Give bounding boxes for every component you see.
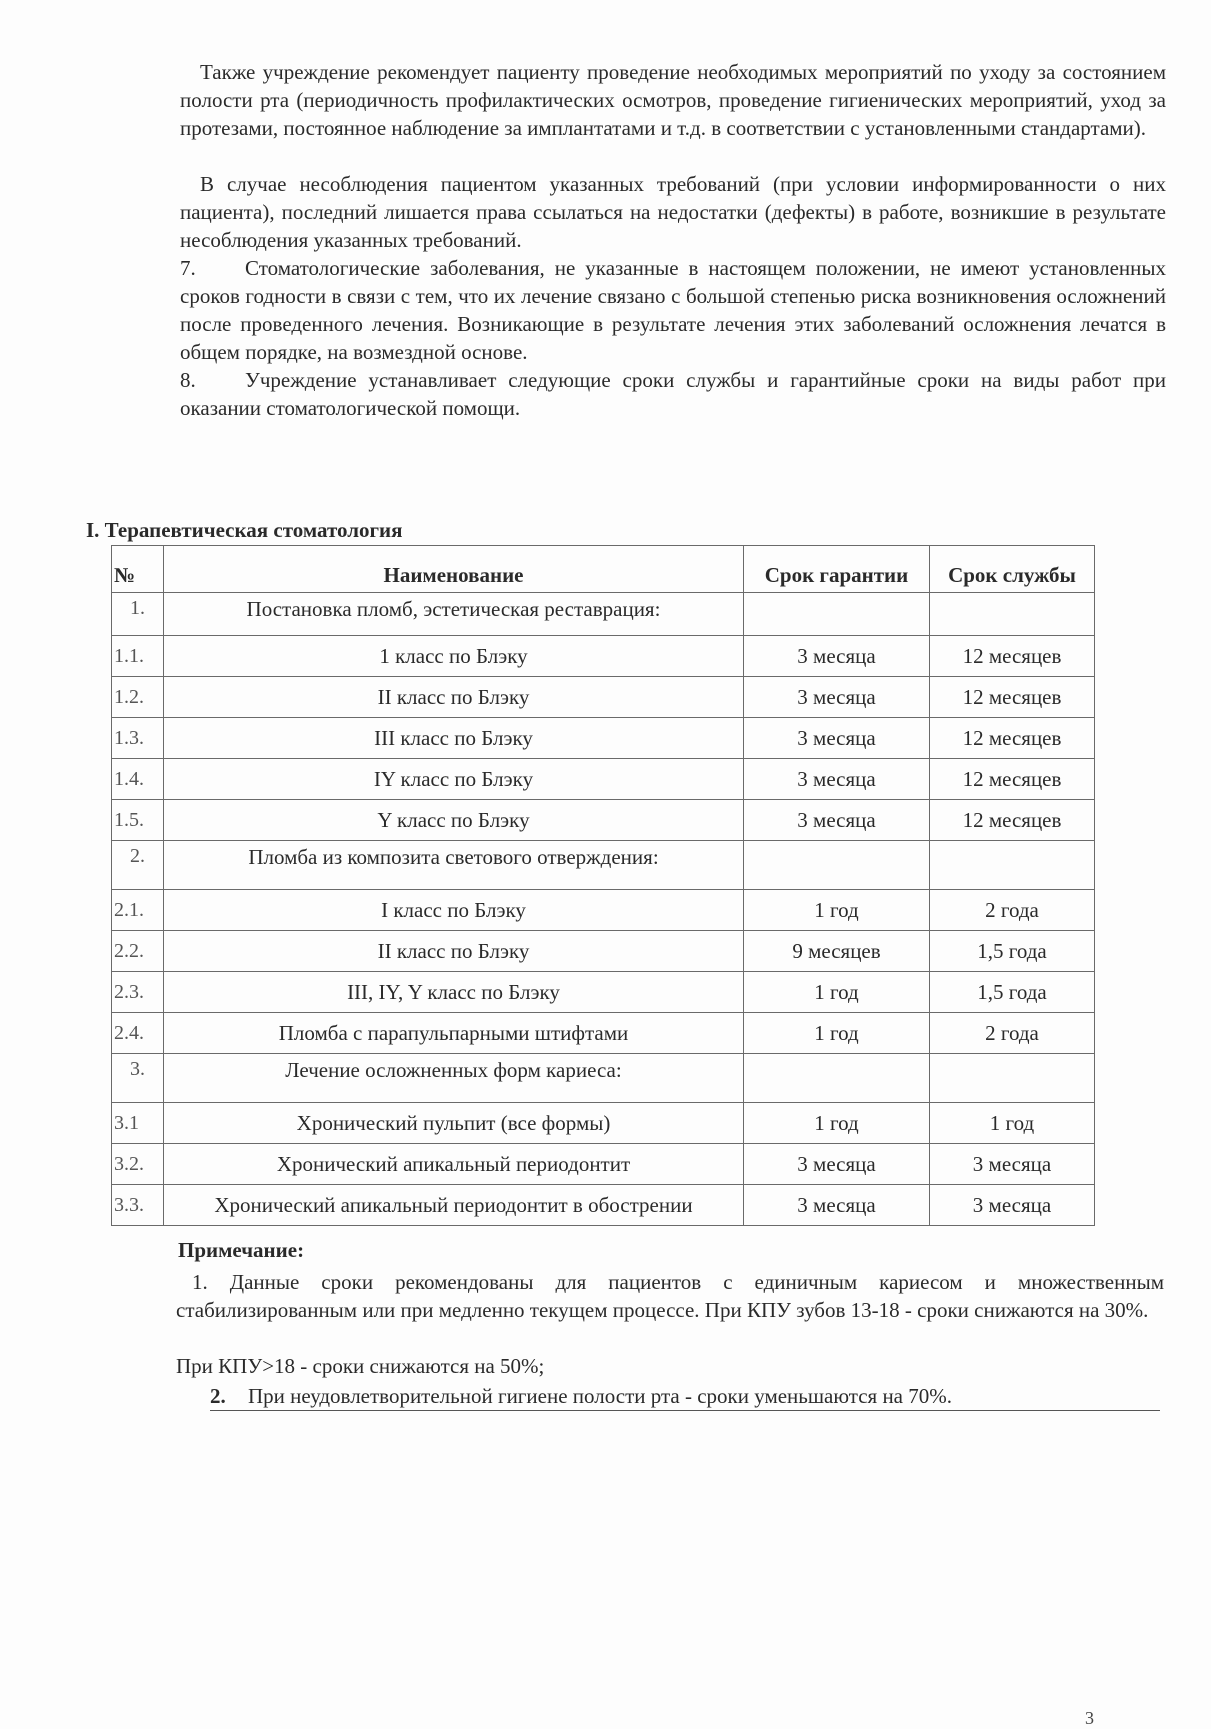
row-warranty: 3 месяца — [744, 1144, 930, 1185]
clause-7-number: 7. — [180, 256, 196, 280]
row-warranty: 3 месяца — [744, 718, 930, 759]
table-row — [112, 636, 1095, 677]
table-row — [112, 890, 1095, 931]
header-service: Срок службы — [930, 546, 1095, 593]
table-row-group — [112, 841, 1095, 890]
row-name: Хронический пульпит (все формы) — [164, 1103, 744, 1144]
row-no: 1.1. — [112, 636, 164, 677]
row-service: 2 года — [930, 890, 1095, 931]
row-service: 12 месяцев — [930, 800, 1095, 841]
row-service: 3 месяца — [930, 1144, 1095, 1185]
table-row — [112, 1185, 1095, 1226]
row-name: Лечение осложненных форм кариеса: — [164, 1054, 744, 1103]
intro-paragraph-2-text: В случае несоблюдения пациентом указанных требований (при условии информированности о них пациента), последний лишается права ссылаться на недостатки (дефекты) в работе, возникшие в результате несоблюдения указанных требований. — [180, 172, 1166, 252]
row-warranty: 3 месяца — [744, 636, 930, 677]
table-row — [112, 800, 1095, 841]
row-service: 12 месяцев — [930, 636, 1095, 677]
row-no: 2.3. — [112, 972, 164, 1013]
row-no: 1.4. — [112, 759, 164, 800]
row-warranty: 3 месяца — [744, 677, 930, 718]
row-service: 2 года — [930, 1013, 1095, 1054]
row-no: 1.2. — [112, 677, 164, 718]
row-warranty: 3 месяца — [744, 800, 930, 841]
table-row — [112, 1013, 1095, 1054]
note-item-2 — [210, 1382, 1160, 1411]
row-name: II класс по Блэку — [164, 931, 744, 972]
header-name: Наименование — [164, 546, 744, 593]
row-no: 1. — [112, 593, 164, 636]
row-name: III класс по Блэку — [164, 718, 744, 759]
row-no: 2.1. — [112, 890, 164, 931]
row-warranty — [744, 593, 930, 636]
row-warranty: 1 год — [744, 1103, 930, 1144]
row-no: 1.5. — [112, 800, 164, 841]
page-number: 3 — [1085, 1708, 1094, 1728]
row-warranty: 3 месяца — [744, 759, 930, 800]
table-row — [112, 1144, 1095, 1185]
section-title: I. Терапевтическая стоматология — [86, 518, 403, 542]
row-no: 3. — [112, 1054, 164, 1103]
note-item-2-text: При неудовлетворительной гигиене полости рта - сроки уменьшаются на 70%. — [248, 1384, 952, 1408]
table-row — [112, 677, 1095, 718]
clause-8-text: Учреждение устанавливает следующие сроки службы и гарантийные сроки на виды работ при оказании стоматологической помощи. — [180, 368, 1166, 420]
row-name: II класс по Блэку — [164, 677, 744, 718]
row-no: 3.3. — [112, 1185, 164, 1226]
row-name: Хронический апикальный периодонтит — [164, 1144, 744, 1185]
row-name: Пломба с парапульпарными штифтами — [164, 1013, 744, 1054]
intro-paragraph-2 — [180, 170, 1166, 254]
table-row — [112, 931, 1095, 972]
row-warranty: 1 год — [744, 1013, 930, 1054]
row-no: 3.1 — [112, 1103, 164, 1144]
clause-7 — [180, 254, 1166, 366]
row-name: Хронический апикальный периодонтит в обострении — [164, 1185, 744, 1226]
row-service: 1,5 года — [930, 931, 1095, 972]
row-no: 2. — [112, 841, 164, 890]
note-item-2-number: 2. — [210, 1384, 226, 1408]
intro-paragraph-1-text: Также учреждение рекомендует пациенту проведение необходимых мероприятий по уходу за состоянием полости рта (периодичность профилактических осмотров, проведение гигиенических мероприятий, уход за протезами, постоянное наблюдение за имплантатами и т.д. в соответствии с установленными стандартами). — [180, 60, 1166, 140]
row-service: 12 месяцев — [930, 759, 1095, 800]
row-no: 1.3. — [112, 718, 164, 759]
row-no: 3.2. — [112, 1144, 164, 1185]
table-row — [112, 759, 1095, 800]
row-warranty: 1 год — [744, 972, 930, 1013]
table-row-group — [112, 593, 1095, 636]
row-name: Y класс по Блэку — [164, 800, 744, 841]
row-name: IY класс по Блэку — [164, 759, 744, 800]
row-service: 12 месяцев — [930, 718, 1095, 759]
note-item-1 — [176, 1268, 1164, 1324]
row-name: I класс по Блэку — [164, 890, 744, 931]
header-no: № — [112, 546, 164, 593]
row-service — [930, 1054, 1095, 1103]
row-warranty: 9 месяцев — [744, 931, 930, 972]
row-service: 12 месяцев — [930, 677, 1095, 718]
table-row — [112, 718, 1095, 759]
table-row — [112, 972, 1095, 1013]
row-service: 1 год — [930, 1103, 1095, 1144]
note-item-1-continuation: При КПУ>18 - сроки снижаются на 50%; — [176, 1354, 545, 1378]
row-warranty: 1 год — [744, 890, 930, 931]
row-warranty — [744, 841, 930, 890]
table-row-group — [112, 1054, 1095, 1103]
table-row — [112, 1103, 1095, 1144]
clause-8 — [180, 366, 1166, 422]
clause-8-number: 8. — [180, 368, 196, 392]
row-warranty: 3 месяца — [744, 1185, 930, 1226]
row-no: 2.4. — [112, 1013, 164, 1054]
row-service — [930, 593, 1095, 636]
row-no: 2.2. — [112, 931, 164, 972]
table-header-row — [112, 546, 1095, 593]
row-name: Пломба из композита светового отверждения: — [164, 841, 744, 890]
row-name: Постановка пломб, эстетическая реставрация: — [164, 593, 744, 636]
header-warranty: Срок гарантии — [744, 546, 930, 593]
note-item-1-text: 1. Данные сроки рекомендованы для пациентов с единичным кариесом и множественным стабилизированным или при медленно текущем процессе. При КПУ зубов 13-18 - сроки снижаются на 30%. — [176, 1270, 1164, 1322]
intro-paragraph-1 — [180, 58, 1166, 142]
row-service: 1,5 года — [930, 972, 1095, 1013]
row-name: 1 класс по Блэку — [164, 636, 744, 677]
row-service: 3 месяца — [930, 1185, 1095, 1226]
note-title: Примечание: — [178, 1238, 305, 1262]
row-service — [930, 841, 1095, 890]
row-warranty — [744, 1054, 930, 1103]
warranty-terms-table — [111, 545, 1095, 1226]
row-name: III, IY, Y класс по Блэку — [164, 972, 744, 1013]
clause-7-text: Стоматологические заболевания, не указанные в настоящем положении, не имеют установленных сроков годности в связи с тем, что их лечение связано с большой степенью риска возникновения осложнений после проведенного лечения. Возникающие в результате лечения этих заболеваний осложнения лечатся в общем порядке, на возмездной основе. — [180, 256, 1166, 364]
